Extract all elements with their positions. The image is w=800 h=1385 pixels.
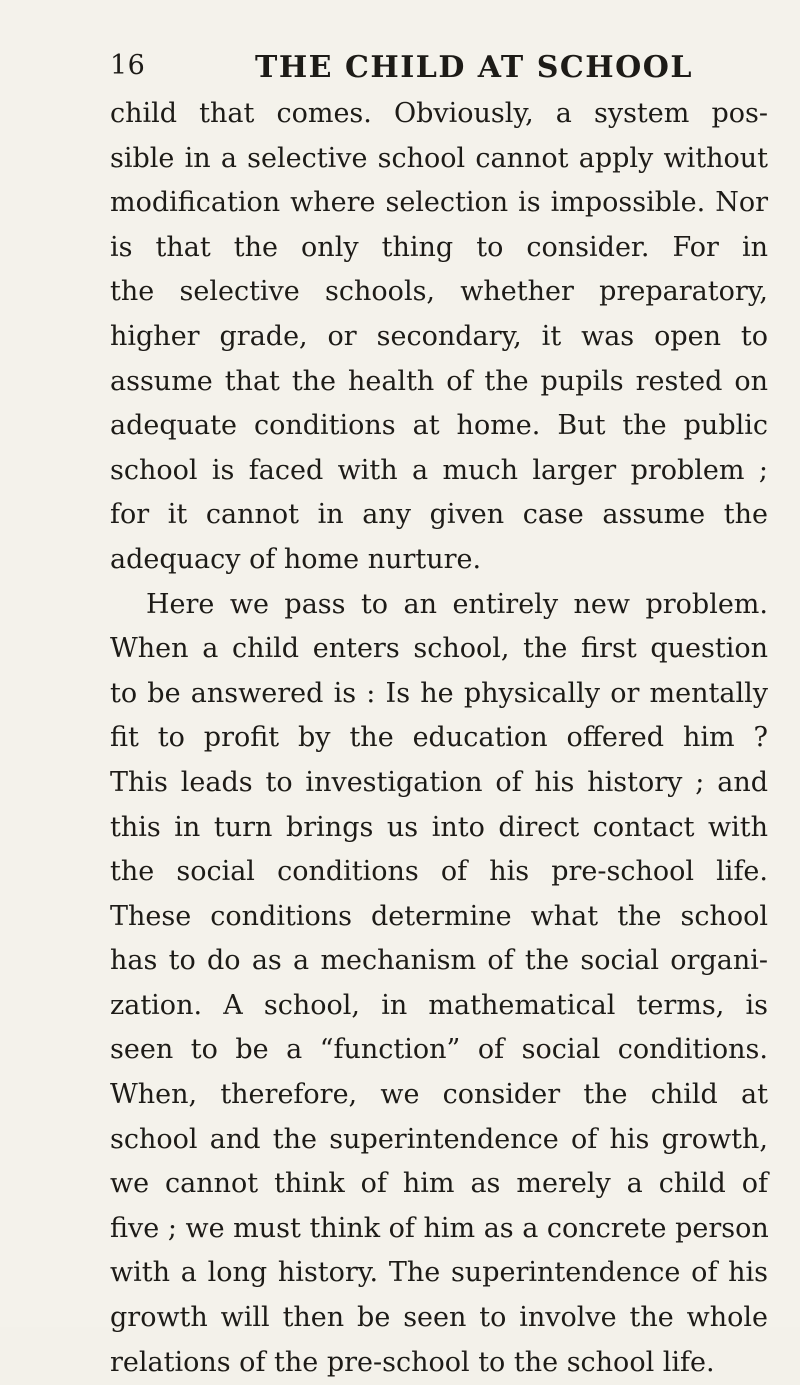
running-head: THE CHILD AT SCHOOL	[255, 50, 693, 85]
text-line: is that the only thing to consider. For in	[110, 231, 768, 263]
text-line: This leads to investigation of his history ; and	[110, 766, 768, 798]
text-line: this in turn brings us into direct contact with	[110, 811, 768, 843]
page-number: 16	[110, 50, 146, 81]
text-line: with a long history. The superintendence of his	[110, 1257, 768, 1289]
text-line: assume that the health of the pupils rested on	[110, 365, 768, 397]
text-line: the social conditions of his pre-school life.	[110, 856, 768, 888]
text-line: higher grade, or secondary, it was open to	[110, 320, 768, 352]
text-line: seen to be a “function” of social conditions.	[110, 1034, 768, 1066]
text-line: These conditions determine what the school	[110, 900, 768, 932]
text-line: When, therefore, we consider the child at	[110, 1079, 768, 1111]
page-header	[110, 44, 775, 92]
text-line: five ; we must think of him as a concrete person	[110, 1212, 769, 1244]
text-line: zation. A school, in mathematical terms, is	[110, 989, 768, 1021]
text-line: When a child enters school, the first question	[110, 633, 768, 665]
text-line: modification where selection is impossible. Nor	[110, 187, 768, 219]
text-line: school and the superintendence of his growth,	[110, 1123, 768, 1155]
text-line: child that comes. Obviously, a system pos-	[110, 98, 768, 129]
text-line: for it cannot in any given case assume the	[110, 499, 768, 531]
text-line: the selective schools, whether preparatory,	[110, 276, 768, 308]
text-line: adequate conditions at home. But the public	[110, 410, 768, 442]
text-line: has to do as a mechanism of the social organi-	[110, 945, 768, 977]
paragraph-end-line: relations of the pre-school to the school life.	[110, 1346, 715, 1378]
text-line: we cannot think of him as merely a child of	[110, 1168, 768, 1200]
text-line: sible in a selective school cannot apply without	[110, 142, 768, 174]
text-line: school is faced with a much larger problem ;	[110, 454, 768, 486]
text-line: fit to profit by the education offered him ?	[110, 722, 768, 754]
text-line: growth will then be seen to involve the whole	[110, 1302, 768, 1334]
text-line: to be answered is : Is he physically or mentally	[110, 677, 768, 709]
body-text	[110, 92, 768, 1385]
paragraph-start-line: Here we pass to an entirely new problem.	[146, 588, 768, 620]
paragraph-end-line: adequacy of home nurture.	[110, 543, 482, 575]
